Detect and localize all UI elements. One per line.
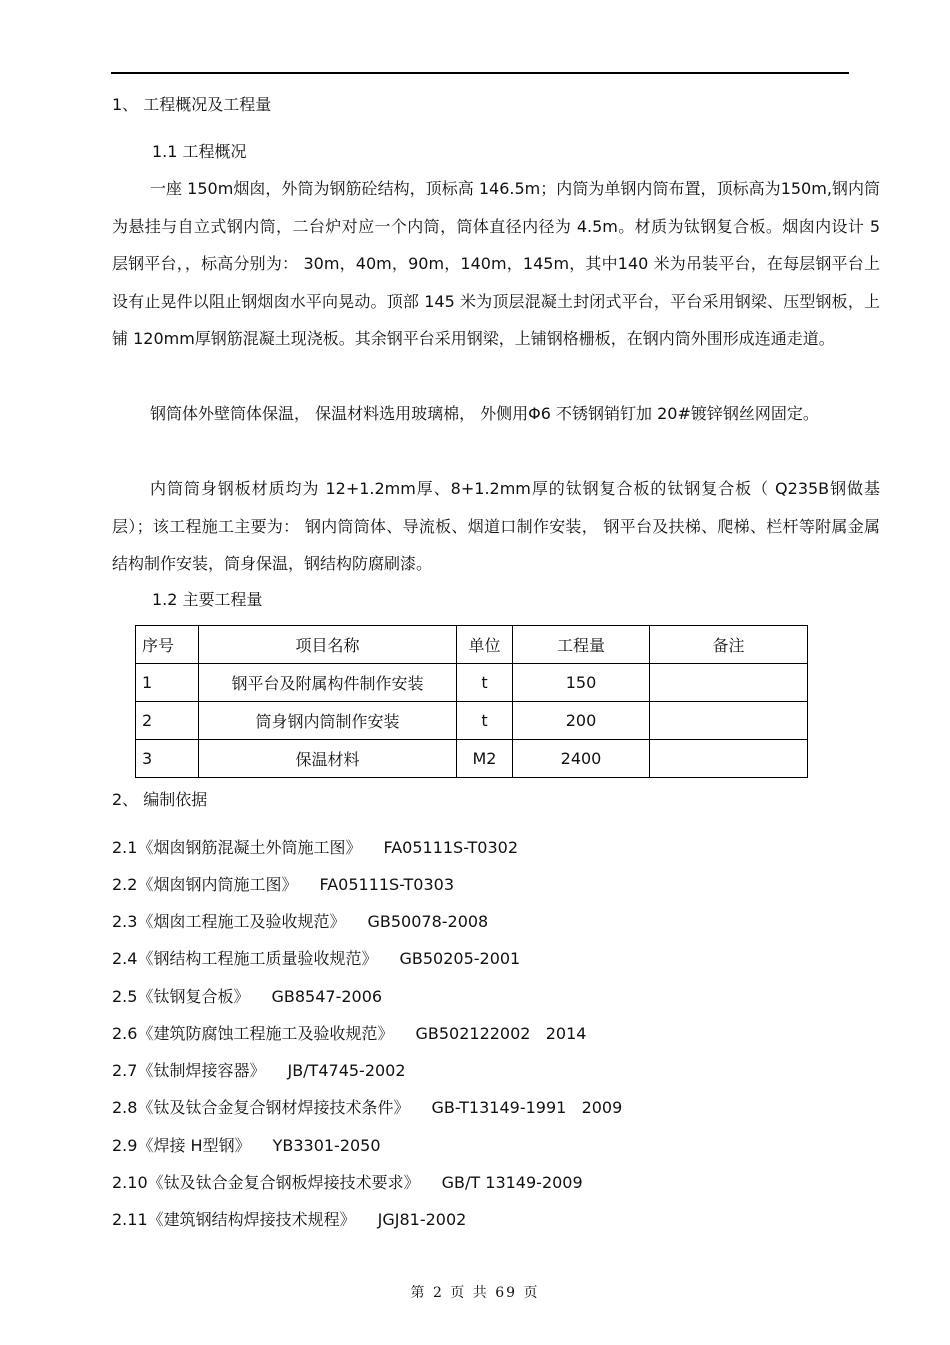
table-header-row <box>136 626 808 664</box>
reference-number: 2.7 <box>112 1061 138 1080</box>
reference-item <box>112 1136 381 1156</box>
reference-code: GB502122002 2014 <box>415 1024 587 1043</box>
reference-code: GB8547-2006 <box>271 987 383 1006</box>
quantity-table <box>135 625 808 778</box>
table-cell: 2 <box>136 702 199 740</box>
reference-number: 2.1 <box>112 838 138 857</box>
reference-code: GB-T13149-1991 2009 <box>431 1098 623 1117</box>
reference-title: 《钛及钛合金复合钢板焊接技术要求》 <box>147 1173 420 1192</box>
table-cell: 3 <box>136 740 199 778</box>
table-cell: 保温材料 <box>199 740 457 778</box>
table-cell: 200 <box>513 702 650 740</box>
table-row <box>136 740 808 778</box>
table-cell: 筒身钢内筒制作安装 <box>199 702 457 740</box>
insulation-paragraph: 钢筒体外壁筒体保温， 保温材料选用玻璃棉， 外侧用Φ6 不锈钢销钉加 20#镀锌钢丝网固定。 <box>150 404 819 423</box>
reference-title: 《焊接 H型钢》 <box>137 1136 251 1155</box>
section-1-heading: 1、 工程概况及工程量 <box>112 95 272 114</box>
reference-title: 《烟囱钢筋混凝土外筒施工图》 <box>137 838 362 857</box>
reference-item <box>112 1061 406 1081</box>
subsection-1-2-heading: 1.2 主要工程量 <box>152 590 263 609</box>
reference-item <box>112 1098 622 1118</box>
reference-code: YB3301-2050 <box>272 1136 381 1155</box>
table-cell: M2 <box>457 740 513 778</box>
reference-number: 2.6 <box>112 1024 138 1043</box>
reference-title: 《烟囱工程施工及验收规范》 <box>137 912 346 931</box>
table-row <box>136 664 808 702</box>
reference-code: FA05111S-T0303 <box>319 875 454 894</box>
table-header-cell: 序号 <box>136 626 199 664</box>
reference-number: 2.5 <box>112 987 138 1006</box>
subsection-1-1-heading: 1.1 工程概况 <box>152 142 247 161</box>
table-cell: 2400 <box>513 740 650 778</box>
reference-code: GB50078-2008 <box>367 912 489 931</box>
table-cell: 钢平台及附属构件制作安装 <box>199 664 457 702</box>
reference-number: 2.10 <box>112 1173 148 1192</box>
reference-title: 《钢结构工程施工质量验收规范》 <box>137 949 378 968</box>
table-header-cell: 项目名称 <box>199 626 457 664</box>
reference-item <box>112 1173 583 1193</box>
table-header-cell: 单位 <box>457 626 513 664</box>
table-cell: t <box>457 702 513 740</box>
reference-item <box>112 875 454 895</box>
reference-title: 《钛钢复合板》 <box>137 987 250 1006</box>
reference-code: GB/T 13149-2009 <box>441 1173 583 1192</box>
material-paragraph: 内筒筒身钢板材质均为 12+1.2mm厚、8+1.2mm厚的钛钢复合板的钛钢复合板（ Q235B钢做基层）；该工程施工主要为： 钢内筒筒体、导流板、烟道口制作安装， 钢平台及扶梯、爬梯、栏杆等附属金属结构制作安装，筒身保温，钢结构防腐刷漆。 <box>112 479 880 573</box>
table-cell <box>650 740 808 778</box>
reference-code: JGJ81-2002 <box>377 1210 467 1229</box>
table-row <box>136 702 808 740</box>
header-rule <box>111 72 849 74</box>
table-cell: 150 <box>513 664 650 702</box>
reference-item <box>112 949 520 969</box>
reference-item <box>112 1210 466 1230</box>
table-cell <box>650 664 808 702</box>
reference-number: 2.8 <box>112 1098 138 1117</box>
table-header-cell: 备注 <box>650 626 808 664</box>
reference-item <box>112 1024 586 1044</box>
reference-code: FA05111S-T0302 <box>383 838 518 857</box>
table-cell: t <box>457 664 513 702</box>
reference-code: JB/T4745-2002 <box>287 1061 406 1080</box>
reference-number: 2.3 <box>112 912 138 931</box>
table-cell: 1 <box>136 664 199 702</box>
reference-item <box>112 838 518 858</box>
reference-title: 《钛制焊接容器》 <box>137 1061 266 1080</box>
reference-number: 2.11 <box>112 1210 148 1229</box>
reference-item <box>112 912 488 932</box>
reference-number: 2.4 <box>112 949 138 968</box>
overview-paragraph: 一座 150m烟囱，外筒为钢筋砼结构，顶标高 146.5m；内筒为单钢内筒布置，顶标高为150m,钢内筒为悬挂与自立式钢内筒，二台炉对应一个内筒，筒体直径内径为 4.5m。材质为钛钢复合板。烟囱内设计 5 层钢平台，，标高分别为： 30m，40m，90m，140m，145m，其中140 米为吊装平台，在每层钢平台上设有止晃件以阻止钢烟囱水平向晃动。顶部 145 米为顶层混凝土封闭式平台，平台采用钢梁、压型钢板，上铺 120mm厚钢筋混凝土现浇板。其余钢平台采用钢梁，上铺钢格栅板，在钢内筒外围形成连通走道。 <box>112 179 880 348</box>
page-footer: 第 2 页 共 69 页 <box>410 1285 540 1301</box>
table-header-cell: 工程量 <box>513 626 650 664</box>
reference-title: 《建筑钢结构焊接技术规程》 <box>147 1210 356 1229</box>
section-2-heading: 2、 编制依据 <box>112 790 208 809</box>
reference-title: 《钛及钛合金复合钢材焊接技术条件》 <box>137 1098 410 1117</box>
reference-number: 2.2 <box>112 875 138 894</box>
reference-title: 《烟囱钢内筒施工图》 <box>137 875 298 894</box>
reference-code: GB50205-2001 <box>399 949 521 968</box>
table-cell <box>650 702 808 740</box>
reference-item <box>112 987 382 1007</box>
reference-title: 《建筑防腐蚀工程施工及验收规范》 <box>137 1024 394 1043</box>
reference-number: 2.9 <box>112 1136 138 1155</box>
